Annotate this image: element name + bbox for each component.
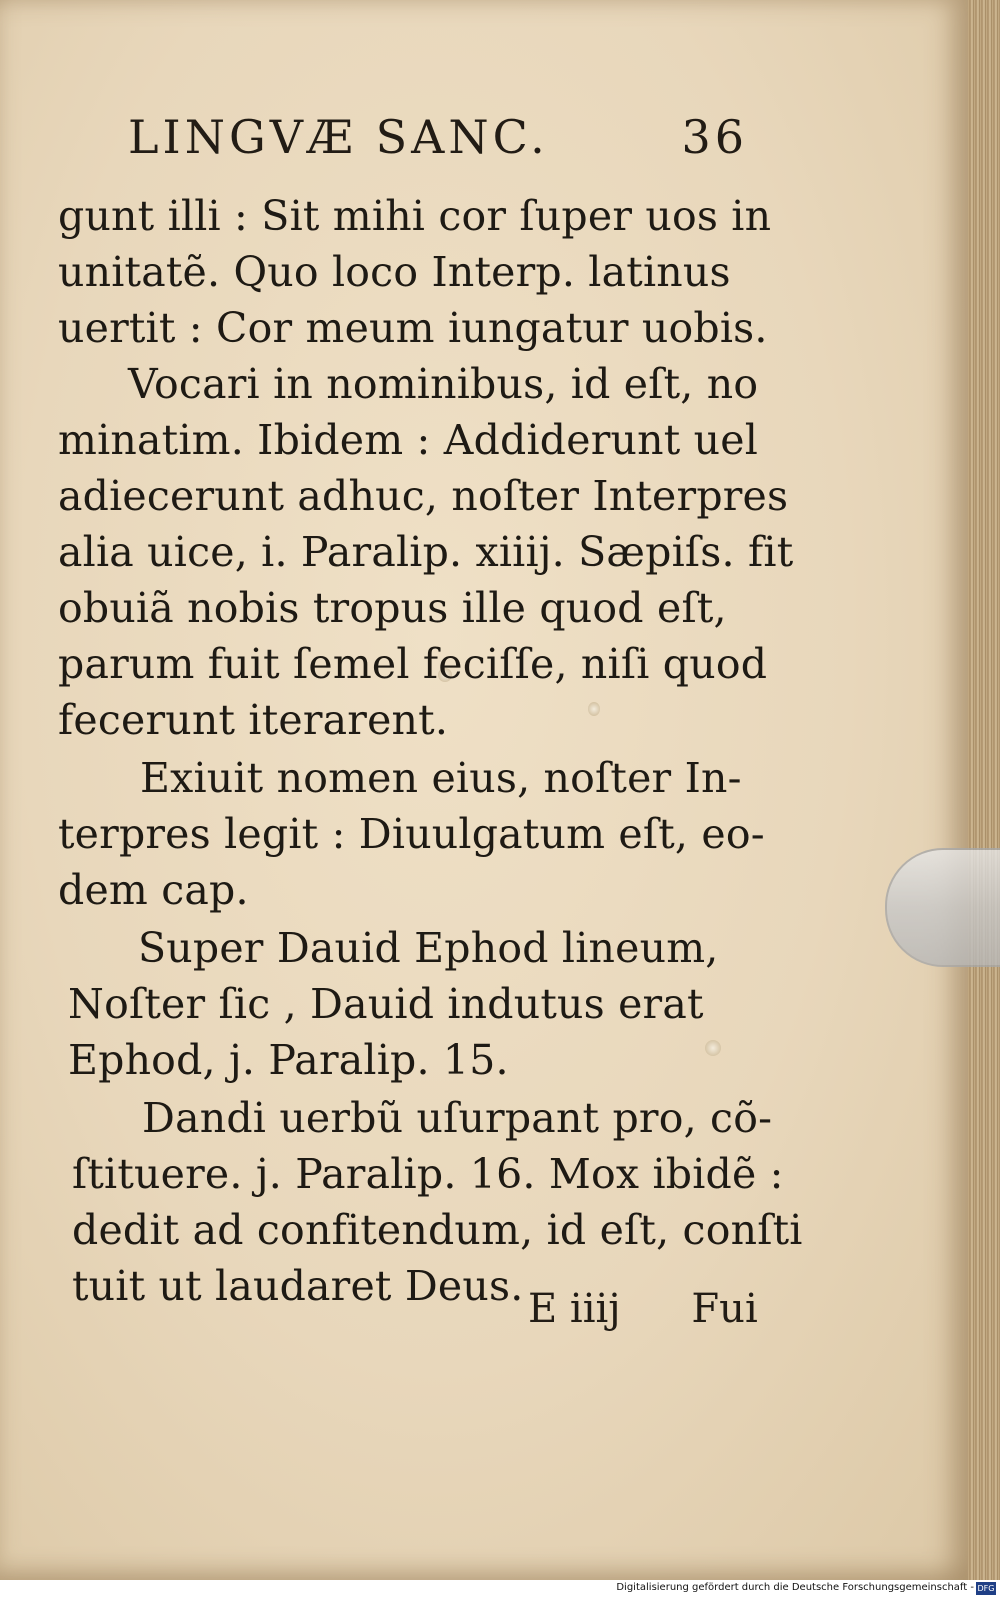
- page-clip: [885, 848, 1000, 967]
- catchword: Fui: [691, 1286, 758, 1332]
- text-line: Vocari in nominibus, id eſt, no: [128, 360, 759, 408]
- text-line: Ephod, j. Paralip. 15.: [68, 1036, 509, 1084]
- text-line: gunt illi : Sit mihi cor ſuper uos in: [58, 192, 772, 240]
- text-line: terpres legit : Diuulgatum eſt, eo-: [58, 810, 765, 858]
- paper-spot: [588, 702, 600, 716]
- text-line: Noſter ſic , Dauid indutus erat: [68, 980, 704, 1028]
- text-line: Exiuit nomen eius, noſter In-: [140, 754, 742, 802]
- text-line: uertit : Cor meum iungatur uobis.: [58, 304, 768, 352]
- signature-mark: E iiij: [528, 1286, 621, 1332]
- text-line: fecerunt iterarent.: [58, 696, 449, 744]
- text-line: obuiã nobis tropus ille quod eſt,: [58, 584, 727, 632]
- text-line: dedit ad confitendum, id eſt, conſti: [72, 1206, 803, 1254]
- text-line: minatim. Ibidem : Addiderunt uel: [58, 416, 759, 464]
- text-line: tuit ut laudaret Deus.: [72, 1262, 524, 1310]
- page-edges: [968, 0, 1000, 1580]
- running-head-title: LINGVÆ SANC.: [128, 110, 549, 164]
- credit-text: Digitalisierung gefördert durch die Deutsche Forschungsgemeinschaft -: [616, 1582, 974, 1593]
- paper-spot: [705, 1040, 721, 1056]
- text-line: ſtituere. j. Paralip. 16. Mox ibidẽ :: [72, 1150, 784, 1198]
- text-line: Dandi uerbũ uſurpant pro, cõ-: [142, 1094, 773, 1142]
- text-line: adiecerunt adhuc, noſter Interpres: [58, 472, 789, 520]
- text-line: unitatẽ. Quo loco Interp. latinus: [58, 248, 731, 296]
- text-line: alia uice, i. Paralip. xiiij. Sæpiſs. fit: [58, 528, 794, 576]
- dfg-logo-icon: DFG: [977, 1584, 995, 1593]
- text-line: dem cap.: [58, 866, 249, 914]
- folio-number: 36: [681, 110, 748, 164]
- page-footer: [528, 1286, 768, 1342]
- running-head: [128, 110, 748, 170]
- text-line: Super Dauid Ephod lineum,: [138, 924, 719, 972]
- text-line: parum fuit ſemel feciſſe, niſi quod: [58, 640, 768, 688]
- credit-bar: [0, 1580, 1000, 1598]
